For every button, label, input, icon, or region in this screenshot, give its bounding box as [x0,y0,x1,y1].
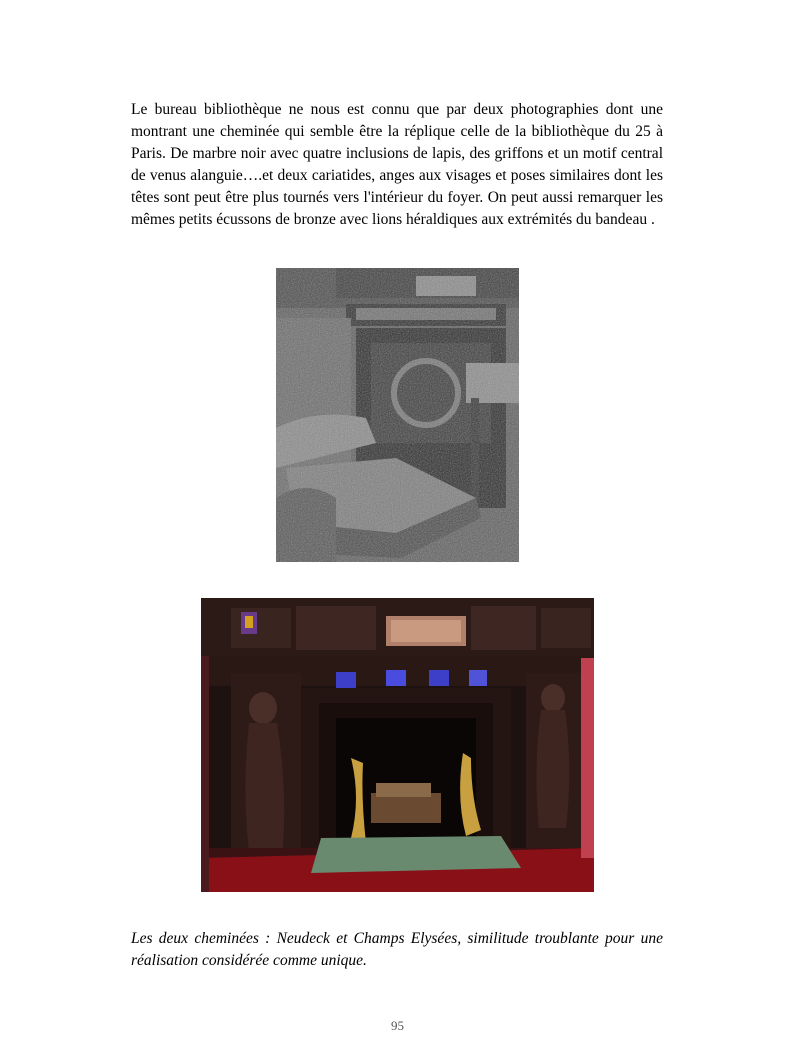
bw-fireplace-illustration [276,268,519,562]
figure-caption: Les deux cheminées : Neudeck et Champs Elysées, similitude troublante pour une réalisation considérée comme unique. [131,930,663,969]
page-number: 95 [391,1018,404,1033]
color-fireplace-illustration [201,598,594,892]
color-fireplace-photo [201,598,594,892]
bw-fireplace-photo [276,268,519,562]
body-paragraph: Le bureau bibliothèque ne nous est connu que par deux photographies dont une montrant une cheminée qui semble être la réplique celle de la bibliothèque du 25 à Paris. De marbre noir avec quatre inclusions de lapis, des griffons et un motif central de venus alanguie….et deux cariatides, anges aux visages et poses similaires dont les têtes sont peut être plus tournés vers l'intérieur du foyer. On peut aussi remarquer les mêmes petits écussons de bronze avec lions héraldiques aux extrémités du bandeau . [131,101,663,228]
